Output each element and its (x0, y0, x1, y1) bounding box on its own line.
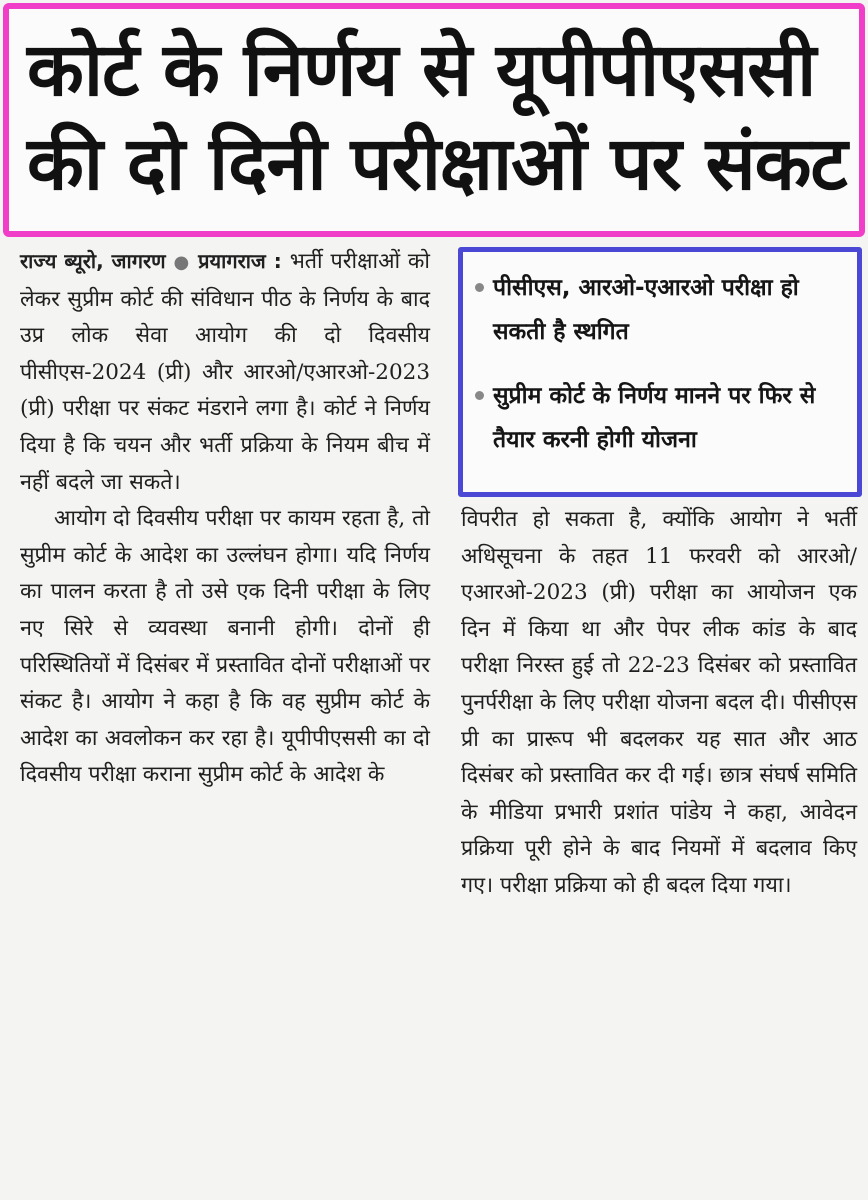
article-paragraph-3: विपरीत हो सकता है, क्योंकि आयोग ने भर्ती अधिसूचना के तहत 11 फरवरी को आरओ/एआरओ-2023 (प्री) परीक्षा का आयोजन एक दिन में किया था और पेपर लीक कांड के बाद परीक्षा निरस्त हुई तो 22-23 दिसंबर को प्रस्तावित पुनर्परीक्षा के लिए परीक्षा योजना बदल दी। पीसीएस प्री का प्रारूप भी बदलकर यह सात और आठ दिसंबर को प्रस्तावित कर दी गई। छात्र संघर्ष समिति के मीडिया प्रभारी प्रशांत पांडेय ने कहा, आवेदन प्रक्रिया पूरी होने के बाद नियमों में बदलाव किए गए। परीक्षा प्रक्रिया को ही बदल दिया गया। (461, 507, 857, 898)
article-column-left (20, 243, 430, 1193)
headline-line-2: की दो दिनी परीक्षाओं पर संकट (27, 121, 847, 207)
callout-item-1 (493, 266, 849, 354)
paragraph-1-text: भर्ती परीक्षाओं को लेकर सुप्रीम कोर्ट की संविधान पीठ के निर्णय के बाद उप्र लोक सेवा आयोग की दो दिवसीय पीसीएस-2024 (प्री) और आरओ/एआरओ-2023 (प्री) परीक्षा पर संकट मंडराने लगा है। कोर्ट ने निर्णय दिया है कि चयन और भर्ती प्रक्रिया के नियम बीच में नहीं बदले जा सकते। (20, 249, 430, 495)
dateline-place: प्रयागराज : (198, 249, 282, 273)
bullet-icon (475, 391, 484, 400)
bullet-icon (475, 283, 484, 292)
headline-line-1: कोर्ट के निर्णय से यूपीपीएससी (27, 27, 816, 113)
dateline-separator-dot: ● (173, 252, 191, 273)
highlights-callout (458, 247, 862, 497)
headline-box (3, 3, 865, 237)
dateline-source: राज्य ब्यूरो, जागरण (20, 249, 166, 273)
article-paragraph-1 (20, 243, 430, 501)
article-paragraph-2: आयोग दो दिवसीय परीक्षा पर कायम रहता है, तो सुप्रीम कोर्ट के आदेश का उल्लंघन होगा। यदि निर्णय का पालन करता है तो उसे एक दिनी परीक्षा के लिए नए सिरे से व्यवस्था बनानी होगी। दोनों ही परिस्थितियों में दिसंबर में प्रस्तावित दोनों परीक्षाओं पर संकट है। आयोग ने कहा है कि वह सुप्रीम कोर्ट के आदेश का अवलोकन कर रहा है। यूपीपीएससी का दो दिवसीय परीक्षा कराना सुप्रीम कोर्ट के आदेश के (20, 506, 430, 788)
callout-item-2 (493, 374, 849, 462)
article-column-right (461, 502, 857, 1192)
callout-item-text: सुप्रीम कोर्ट के निर्णय मानने पर फिर से तैयार करनी होगी योजना (493, 383, 816, 453)
callout-item-text: पीसीएस, आरओ-एआरओ परीक्षा हो सकती है स्थगित (493, 275, 799, 345)
